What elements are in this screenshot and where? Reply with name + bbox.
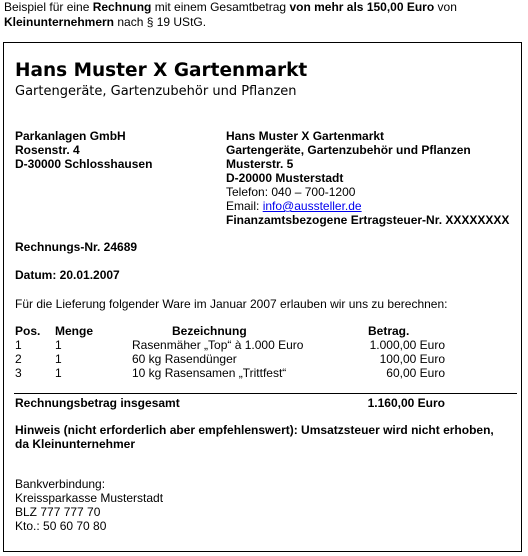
recipient-name: Parkanlagen GmbH — [15, 129, 126, 143]
row-qty: 1 — [55, 338, 62, 352]
row-desc: Rasenmäher „Top“ à 1.000 Euro — [132, 338, 304, 352]
company-tagline: Gartengeräte, Gartenzubehör und Pflanzen — [15, 84, 297, 99]
total-label: Rechnungsbetrag insgesamt — [15, 396, 180, 410]
intro-text: nach § 19 UStG. — [114, 15, 207, 29]
total-divider — [14, 393, 517, 394]
recipient-street: Rosenstr. 4 — [15, 143, 80, 157]
sender-tax-number: Finanzamtsbezogene Ertragsteuer-Nr. XXXXXXXX — [226, 213, 510, 227]
sender-email-row — [226, 199, 362, 213]
intro-text: von — [434, 0, 457, 14]
bank-account: Kto.: 50 60 70 80 — [15, 519, 107, 533]
row-qty: 1 — [55, 352, 62, 366]
row-pos: 1 — [15, 338, 22, 352]
intro-bold-rechnung: Rechnung — [92, 0, 152, 14]
sender-city: D-20000 Musterstadt — [226, 171, 344, 185]
col-header-pos: Pos. — [15, 324, 41, 338]
bank-name: Kreissparkasse Musterstadt — [15, 491, 164, 505]
intro-line-2 — [4, 15, 206, 30]
row-amount: 60,00 Euro — [386, 366, 445, 380]
recipient-city: D-30000 Schlosshausen — [15, 157, 153, 171]
intro-bold-kleinunternehmer: Kleinunternehmern — [4, 15, 115, 29]
intro-text: mit einem Gesamtbetrag — [151, 0, 290, 14]
bank-blz: BLZ 777 777 70 — [15, 505, 101, 519]
sender-name: Hans Muster X Gartenmarkt — [226, 129, 385, 143]
company-name: Hans Muster X Gartenmarkt — [15, 60, 308, 81]
intro-line-1 — [4, 0, 457, 15]
row-pos: 3 — [15, 366, 22, 380]
row-qty: 1 — [55, 366, 62, 380]
intro-bold-amount: von mehr als 150,00 Euro — [289, 0, 435, 14]
invoice-date: Datum: 20.01.2007 — [15, 268, 120, 282]
row-pos: 2 — [15, 352, 22, 366]
sender-tagline: Gartengeräte, Gartenzubehör und Pflanzen — [226, 143, 471, 157]
sender-email-label: Email: — [226, 199, 263, 213]
col-header-qty: Menge — [55, 324, 94, 338]
row-desc: 60 kg Rasendünger — [132, 352, 237, 366]
sender-phone: Telefon: 040 – 700-1200 — [226, 185, 356, 199]
tax-note-line-2: da Kleinunternehmer — [15, 437, 136, 451]
col-header-desc: Bezeichnung — [172, 324, 247, 338]
total-value: 1.160,00 Euro — [367, 396, 445, 410]
invoice-intro: Für die Lieferung folgender Ware im Januar 2007 erlauben wir uns zu berechnen: — [15, 297, 448, 311]
row-amount: 100,00 Euro — [379, 352, 445, 366]
tax-note-line-1: Hinweis (nicht erforderlich aber empfehlenswert): Umsatzsteuer wird nicht erhoben, — [15, 423, 494, 437]
col-header-amount: Betrag. — [368, 324, 410, 338]
sender-email-link[interactable]: info@aussteller.de — [262, 199, 362, 213]
sender-street: Musterstr. 5 — [226, 157, 294, 171]
intro-text: Beispiel für eine — [4, 0, 93, 14]
row-amount: 1.000,00 Euro — [369, 338, 445, 352]
invoice-number: Rechnungs-Nr. 24689 — [15, 240, 138, 254]
bank-title: Bankverbindung: — [15, 477, 106, 491]
row-desc: 10 kg Rasensamen „Trittfest“ — [132, 366, 287, 380]
